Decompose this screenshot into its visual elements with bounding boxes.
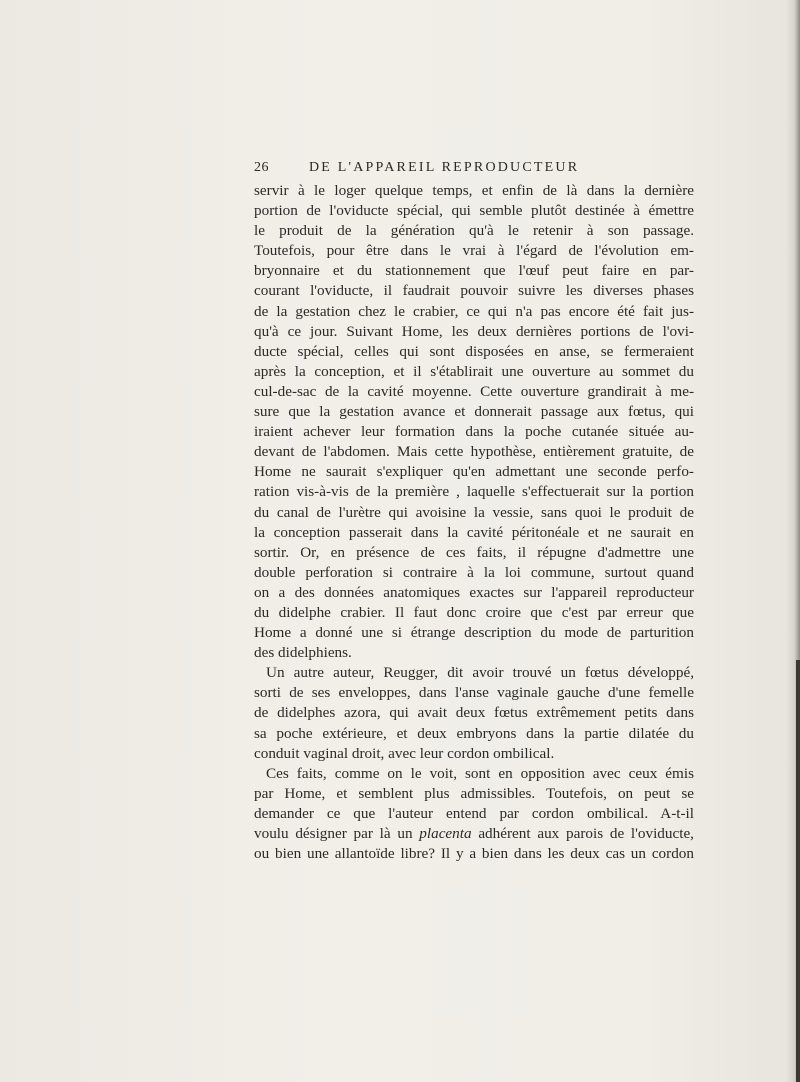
text-line: Home ne saurait s'expliquer qu'en admettant une seconde perfo- [254, 463, 694, 481]
text-line: Un autre auteur, Reugger, dit avoir trouvé un fœtus développé, [266, 664, 694, 682]
text-line: ducte spécial, celles qui sont disposées en anse, se fermeraient [254, 342, 694, 360]
text-line: Home a donné une si étrange description du mode de parturition [254, 624, 694, 642]
text-line: bryonnaire et du stationnement que l'œuf peut faire en par- [254, 262, 694, 280]
text-line: cul-de-sac de la cavité moyenne. Cette ouverture grandirait à me- [254, 382, 694, 400]
text-line: la conception passerait dans la cavité péritonéale et ne saurait en [254, 523, 694, 541]
text-line: de didelphes azora, qui avait deux fœtus extrêmement petits dans [254, 704, 694, 722]
text-line: voulu désigner par là un placenta adhérent aux parois de l'oviducte, [254, 825, 694, 842]
body-text [254, 181, 694, 864]
text-line: du canal de l'urètre qui avoisine la vessie, sans quoi le produit de [254, 503, 694, 521]
text-line: sa poche extérieure, et deux embryons dans la partie dilatée du [254, 724, 694, 742]
text-line: courant l'oviducte, il faudrait pouvoir suivre les diverses phases [254, 282, 694, 300]
text-line: des didelphiens. [254, 644, 352, 662]
running-header [254, 160, 694, 182]
text-line: de la gestation chez le crabier, ce qui n'a pas encore été fait jus- [254, 302, 694, 320]
text-line: sortir. Or, en présence de ces faits, il répugne d'admettre une [254, 543, 694, 561]
text-line: qu'à ce jour. Suivant Home, les deux dernières portions de l'ovi- [254, 322, 694, 340]
text-line: Ces faits, comme on le voit, sont en opposition avec ceux émis [266, 764, 694, 782]
running-title: DE L'APPAREIL REPRODUCTEUR [309, 160, 580, 175]
text-line: servir à le loger quelque temps, et enfin de là dans la dernière [254, 182, 694, 199]
text-line: iraient achever leur formation dans la poche cutanée située au- [254, 423, 694, 441]
text-line: par Home, et semblent plus admissibles. Toutefois, on peut se [254, 784, 694, 802]
paragraph [254, 181, 694, 663]
text-line: le produit de la génération qu'à le retenir à son passage. [254, 222, 694, 240]
text-line: double perforation si contraire à la loi commune, surtout quand [254, 563, 694, 581]
text-line: demander ce que l'auteur entend par cordon ombilical. A-t-il [254, 804, 694, 822]
text-line: sure que la gestation avance et donnerait passage aux fœtus, qui [254, 403, 694, 421]
text-line: conduit vaginal droit, avec leur cordon ombilical. [254, 744, 555, 762]
text-line: ration vis-à-vis de la première , laquelle s'effectuerait sur la portion [254, 483, 694, 501]
text-line: portion de l'oviducte spécial, qui semble plutôt destinée à émettre [254, 202, 694, 220]
text-line: devant de l'abdomen. Mais cette hypothèse, entièrement gratuite, de [254, 443, 694, 461]
paragraph [254, 663, 694, 763]
text-line: après la conception, et il s'établirait une ouverture au sommet du [254, 362, 694, 380]
page-number: 26 [254, 160, 269, 175]
text-line: sorti de ses enveloppes, dans l'anse vaginale gauche d'une femelle [254, 684, 694, 702]
binding-edge [796, 660, 800, 1082]
text-line: on a des données anatomiques exactes sur l'appareil reproducteur [254, 583, 694, 601]
paragraph [254, 764, 694, 864]
text-line: ou bien une allantoïde libre? Il y a bien dans les deux cas un cordon [254, 845, 694, 863]
text-line: du didelphe crabier. Il faut donc croire que c'est par erreur que [254, 603, 694, 621]
text-line: Toutefois, pour être dans le vrai à l'égard de l'évolution em- [254, 242, 694, 260]
